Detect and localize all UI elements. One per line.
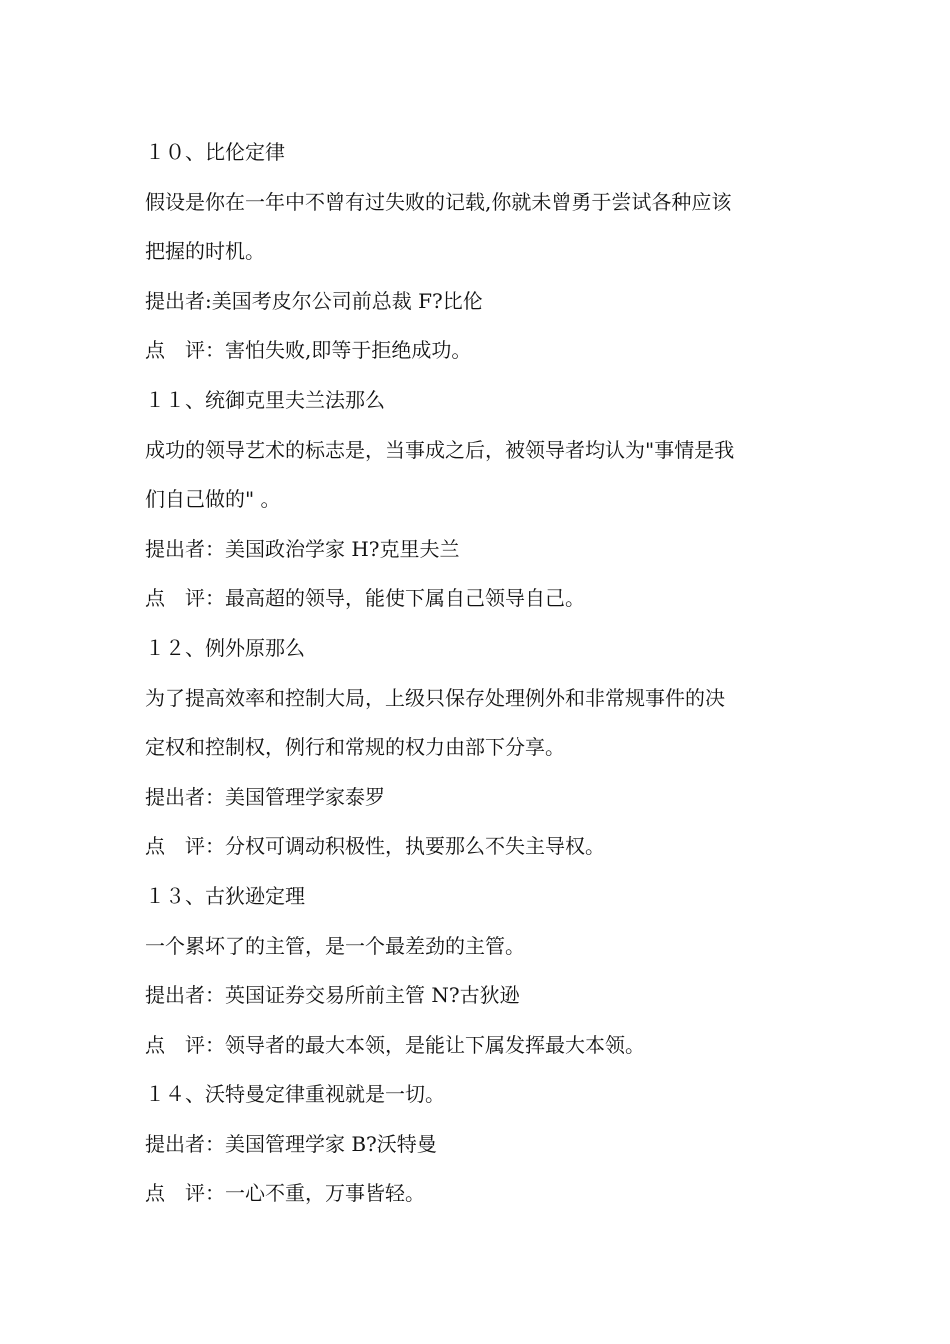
- comment-line: 点 评：分权可调动积极性，执要那么不失主导权。: [145, 834, 605, 859]
- section-heading-10: １０、比伦定律: [145, 140, 285, 164]
- document-body: [145, 132, 815, 1223]
- comment-line: 点 评：一心不重，万事皆轻。: [145, 1181, 425, 1206]
- comment-line: 点 评：领导者的最大本领，是能让下属发挥最大本领。: [145, 1032, 645, 1057]
- proposer-line: 提出者：美国政治学家 H?克里夫兰: [145, 536, 460, 561]
- paragraph-line: 把握的时机。: [145, 239, 265, 264]
- proposer-line: 提出者:美国考皮尔公司前总裁 F?比伦: [145, 288, 483, 313]
- section-heading-11: １１、统御克里夫兰法那么: [145, 387, 385, 412]
- paragraph-line: 成功的领导艺术的标志是，当事成之后，被领导者均认为"事情是我: [145, 437, 735, 462]
- comment-line: 点 评：害怕失败,即等于拒绝成功。: [145, 338, 472, 363]
- comment-line: 点 评：最高超的领导，能使下属自己领导自己。: [145, 586, 585, 611]
- section-heading-13: １３、古狄逊定理: [145, 883, 305, 908]
- paragraph-line: 定权和控制权，例行和常规的权力由部下分享。: [145, 735, 565, 760]
- paragraph-line: 们自己做的" 。: [145, 487, 281, 512]
- paragraph-line: 一个累坏了的主管，是一个最差劲的主管。: [145, 933, 525, 958]
- section-heading-14: １４、沃特曼定律重视就是一切。: [145, 1082, 445, 1107]
- proposer-line: 提出者：美国管理学家泰罗: [145, 784, 385, 809]
- paragraph-line: 为了提高效率和控制大局，上级只保存处理例外和非常规事件的决: [145, 685, 725, 710]
- proposer-line: 提出者：英国证券交易所前主管 N?古狄逊: [145, 983, 520, 1008]
- paragraph-line: 假设是你在一年中不曾有过失败的记载,你就未曾勇于尝试各种应该: [145, 189, 732, 214]
- proposer-line: 提出者：美国管理学家 B?沃特曼: [145, 1131, 437, 1156]
- section-heading-12: １２、例外原那么: [145, 635, 305, 660]
